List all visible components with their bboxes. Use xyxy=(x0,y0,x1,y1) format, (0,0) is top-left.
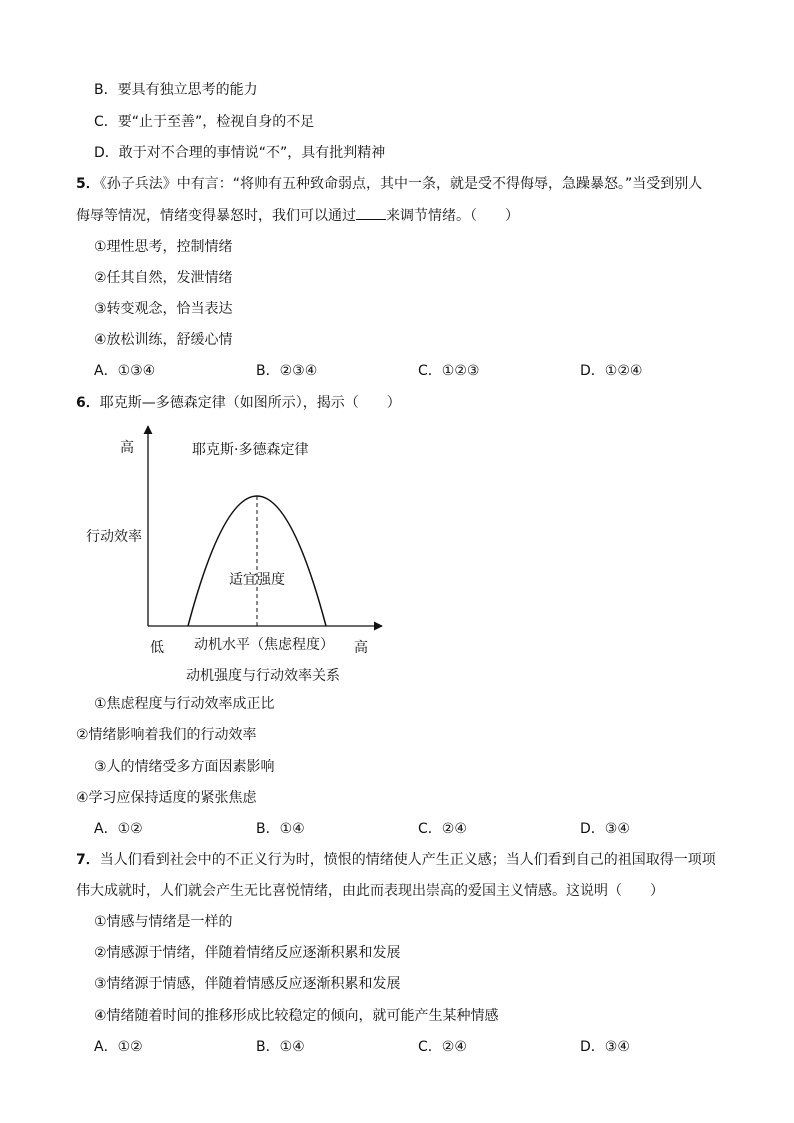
q4-option-b: B．要具有独立思考的能力 xyxy=(94,82,258,98)
x-axis-low-label: 低 xyxy=(150,640,164,656)
q7-stem-line1 xyxy=(76,850,716,870)
y-axis-high-label: 高 xyxy=(120,440,134,456)
figure-title: 耶克斯·多德森定律 xyxy=(192,442,309,458)
x-axis-label: 动机水平（焦虑程度） xyxy=(194,637,334,653)
q6-choice-c: C．②④ xyxy=(418,821,467,837)
q5-choice-c: C．①②③ xyxy=(418,363,480,379)
q7-item-2: ②情感源于情绪，伴随着情绪反应逐渐积累和发展 xyxy=(94,945,401,961)
q5-choice-a: A．①③④ xyxy=(94,363,156,379)
q6-choice-a: A．①② xyxy=(94,821,143,837)
optimal-intensity-label: 适宜强度 xyxy=(229,572,285,588)
q7-stem-text: 当人们看到社会中的不正义行为时，愤恨的情绪使人产生正义感；当人们看到自己的祖国取得一项项 xyxy=(99,852,716,868)
q5-item-2: ②任其自然，发泄情绪 xyxy=(94,270,233,286)
q5-stem-text: 《孙子兵法》中有言：“将帅有五种致命弱点，其中一条，就是受不得侮辱，急躁暴怒。”当受到别人 xyxy=(99,176,703,192)
x-axis-high-label: 高 xyxy=(354,640,368,656)
q5-item-3: ③转变观念，恰当表达 xyxy=(94,301,233,317)
q5-item-4: ④放松训练，舒缓心情 xyxy=(94,332,233,348)
q6-choice-b: B．①④ xyxy=(256,821,305,837)
q4-option-d: D．敢于对不合理的事情说“不”，具有批判精神 xyxy=(94,145,386,161)
q7-stem-line2: 伟大成就时，人们就会产生无比喜悦情绪，由此而表现出崇高的爱国主义情感。这说明（ ） xyxy=(76,883,664,899)
q5-stem-text-a: 侮辱等情况，情绪变得暴怒时，我们可以通过 xyxy=(76,208,356,224)
q7-number: 7． xyxy=(76,852,100,868)
q6-number: 6． xyxy=(76,395,100,411)
q7-choice-d: D．③④ xyxy=(580,1039,630,1055)
q6-item-2: ②情绪影响着我们的行动效率 xyxy=(76,727,257,743)
q5-choice-d: D．①②④ xyxy=(580,363,643,379)
q6-item-4: ④学习应保持适度的紧张焦虑 xyxy=(76,790,257,806)
q6-item-3: ③人的情绪受多方面因素影响 xyxy=(94,759,275,775)
q6-item-1: ①焦虑程度与行动效率成正比 xyxy=(94,696,275,712)
q7-item-1: ①情感与情绪是一样的 xyxy=(94,914,233,930)
q5-number: 5． xyxy=(76,176,100,192)
figure-caption: 动机强度与行动效率关系 xyxy=(186,668,340,684)
y-axis-label: 行动效率 xyxy=(86,529,142,545)
q5-choice-b: B．②③④ xyxy=(256,363,318,379)
q7-choice-a: A．①② xyxy=(94,1039,143,1055)
q5-stem-text-b: 来调节情绪。（ ） xyxy=(386,208,519,224)
q5-stem-line2 xyxy=(76,205,519,226)
q4-option-c: C．要“止于至善”，检视自身的不足 xyxy=(94,114,315,130)
q6-choice-d: D．③④ xyxy=(580,821,630,837)
q7-item-4: ④情绪随着时间的推移形成比较稳定的倾向，就可能产生某种情感 xyxy=(94,1008,499,1024)
q6-stem xyxy=(76,393,401,413)
yerkes-dodson-figure xyxy=(76,418,406,690)
q7-choice-b: B．①④ xyxy=(256,1039,305,1055)
q5-stem-line1 xyxy=(76,174,702,194)
fill-blank xyxy=(356,205,386,220)
q6-stem-text: 耶克斯—多德森定律（如图所示），揭示（ ） xyxy=(99,395,401,411)
q7-choice-c: C．②④ xyxy=(418,1039,467,1055)
q5-item-1: ①理性思考，控制情绪 xyxy=(94,239,233,255)
q7-item-3: ③情绪源于情感，伴随着情感反应逐渐积累和发展 xyxy=(94,976,401,992)
